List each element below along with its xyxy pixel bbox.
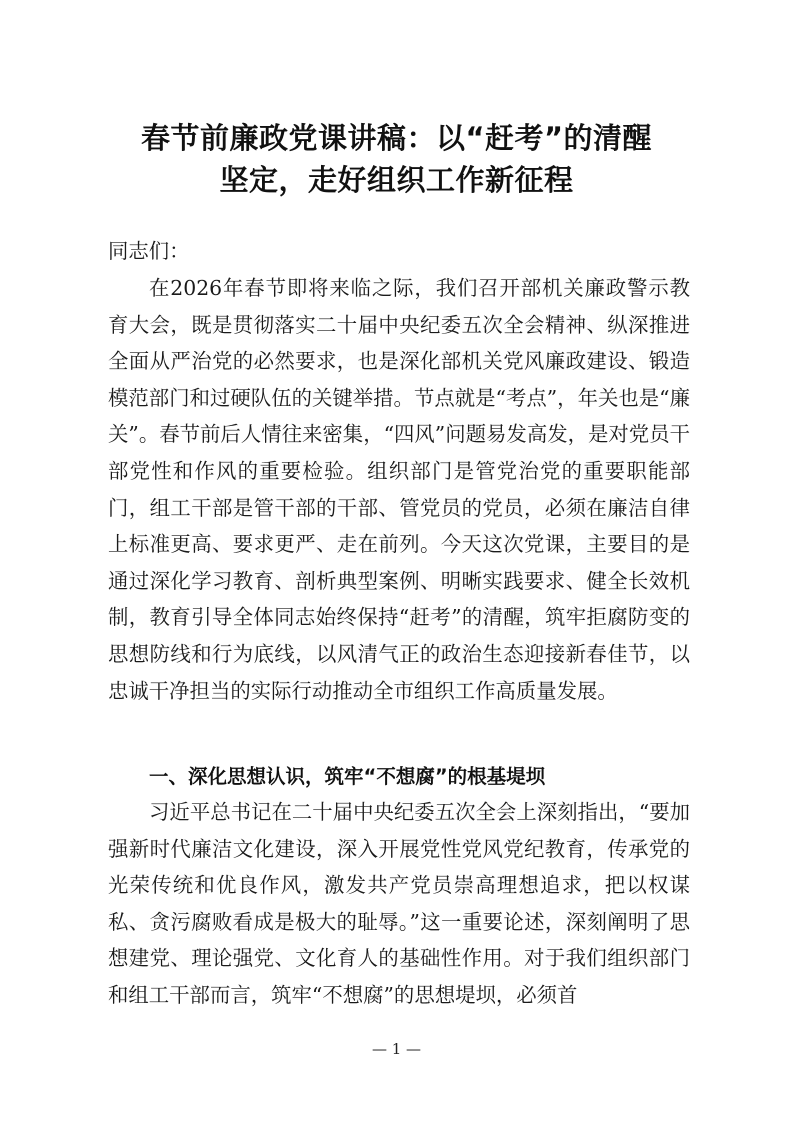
body-paragraph-1: 在2026年春节即将来临之际，我们召开部机关廉政警示教育大会，既是贯彻落实二十届中央纪委五次全会精神、纵深推进全面从严治党的必然要求，也是深化部机关党风廉政建设、锻造模范部门和过硬队伍的关键举措。节点就是“考点”，年关也是“廉关”。春节前后人情往来密集，“四风”问题易发高发，是对党员干部党性和作风的重要检验。组织部门是管党治党的重要职能部门，组工干部是管干部的干部、管党员的党员，必须在廉洁自律上标准更高、要求更严、走在前列。今天这次党课，主要目的是通过深化学习教育、剖析典型案例、明晰实践要求、健全长效机制，教育引导全体同志始终保持“赶考”的清醒，筑牢拒腐防变的思想防线和行为底线，以风清气正的政治生态迎接新春佳节，以忠诚干净担当的实际行动推动全市组织工作高质量发展。: [108, 276, 690, 703]
document-title-line-1: 春节前廉政党课讲稿：以“赶考”的清醒: [140, 121, 653, 155]
body-paragraph-2: 习近平总书记在二十届中央纪委五次全会上深刻指出，“要加强新时代廉洁文化建设，深入开展党性党风党纪教育，传承党的光荣传统和优良作风，激发共产党员崇高理想追求，把以权谋私、贪污腐败看成是极大的耻辱。”这一重要论述，深刻阐明了思想建党、理论强党、文化育人的基础性作用。对于我们组织部门和组工干部而言，筑牢“不想腐”的思想堤坝，必须首: [108, 800, 690, 1007]
page-number: — 1 —: [371, 1040, 422, 1058]
salutation: 同志们：: [108, 239, 190, 263]
section-heading-1: 一、深化思想认识，筑牢“不想腐”的根基堤坝: [149, 765, 546, 788]
document-title-line-2: 坚定，走好组织工作新征程: [219, 163, 574, 197]
